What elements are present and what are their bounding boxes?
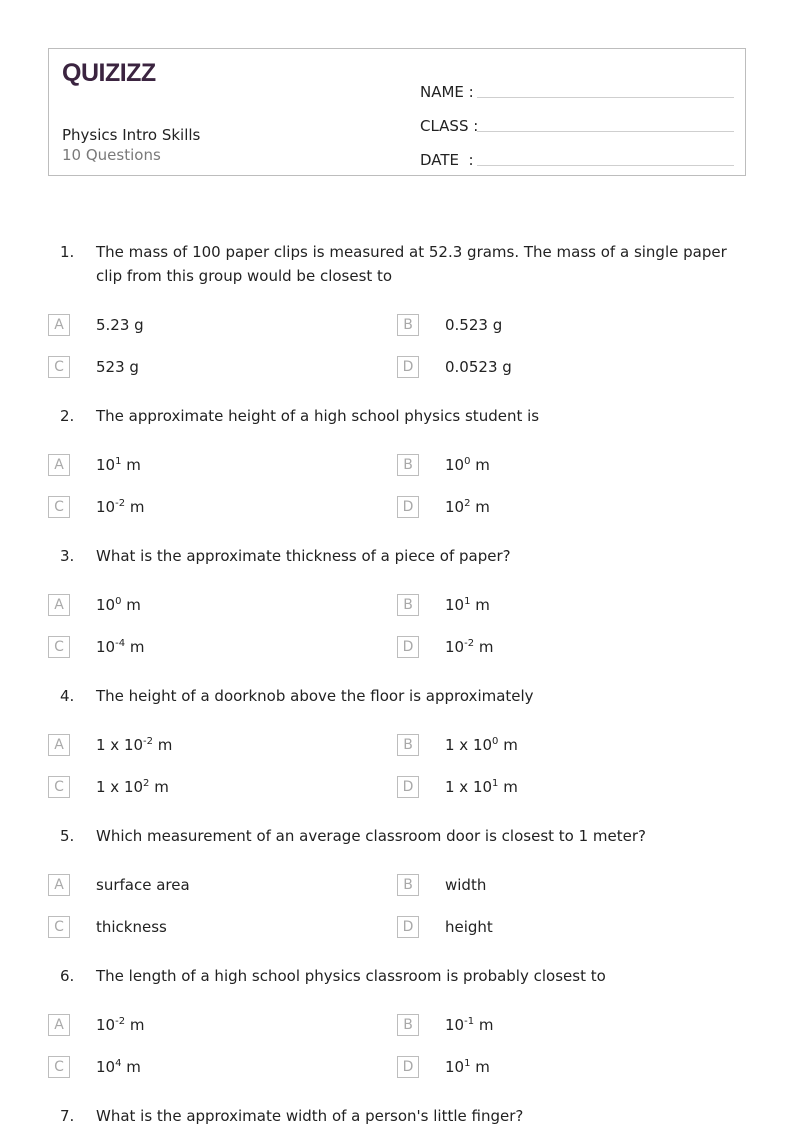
student-info-fields <box>420 67 734 169</box>
option-letter-box[interactable]: C <box>48 1056 70 1078</box>
class-input-line[interactable] <box>477 109 734 132</box>
option-unit: m <box>470 498 490 516</box>
option-letter-box[interactable]: B <box>397 1014 419 1036</box>
question-number: 5. <box>60 827 75 845</box>
class-label: CLASS : <box>420 117 479 135</box>
option-exponent: -2 <box>115 1016 126 1027</box>
answer-option-d[interactable] <box>397 635 493 659</box>
option-text <box>445 1016 493 1034</box>
answer-option-b[interactable] <box>397 593 490 617</box>
option-base: 10 <box>445 498 465 516</box>
option-text <box>96 638 144 656</box>
option-text <box>96 778 169 796</box>
date-label: DATE : <box>420 151 474 169</box>
option-base: 1 x 10 <box>445 736 493 754</box>
option-unit: m <box>153 736 173 754</box>
option-base: 1 x 10 <box>96 736 144 754</box>
option-letter-box[interactable]: D <box>397 356 419 378</box>
option-text <box>445 456 490 474</box>
option-text <box>445 1058 490 1076</box>
option-letter-box[interactable]: C <box>48 496 70 518</box>
option-unit: m <box>498 778 518 796</box>
option-exponent: -2 <box>143 736 154 747</box>
option-letter-box[interactable]: B <box>397 734 419 756</box>
option-exponent: -1 <box>464 1016 475 1027</box>
option-exponent: 2 <box>143 778 150 789</box>
option-text <box>96 498 144 516</box>
option-letter-box[interactable]: D <box>397 916 419 938</box>
option-unit: m <box>474 638 494 656</box>
answer-option-b[interactable] <box>397 313 502 337</box>
option-base: 1 x 10 <box>445 778 493 796</box>
option-letter-box[interactable]: A <box>48 454 70 476</box>
option-base: 10 <box>96 1016 116 1034</box>
option-letter-box[interactable]: A <box>48 1014 70 1036</box>
answer-option-a[interactable] <box>48 873 190 897</box>
question-count: 10 Questions <box>62 146 161 164</box>
option-text: 0.0523 g <box>445 358 512 376</box>
answer-option-c[interactable] <box>48 495 144 519</box>
answer-option-b[interactable] <box>397 873 486 897</box>
answer-option-a[interactable] <box>48 733 172 757</box>
answer-option-c[interactable] <box>48 635 144 659</box>
question-text: The length of a high school physics classroom is probably closest to <box>96 967 606 985</box>
answer-option-d[interactable] <box>397 495 490 519</box>
option-exponent: 4 <box>115 1058 122 1069</box>
option-exponent: 2 <box>464 498 471 509</box>
answer-option-c[interactable] <box>48 355 139 379</box>
question-number: 3. <box>60 547 75 565</box>
question-number: 6. <box>60 967 75 985</box>
option-exponent: -2 <box>464 638 475 649</box>
option-text: 523 g <box>96 358 139 376</box>
option-text <box>445 736 518 754</box>
option-base: 1 x 10 <box>96 778 144 796</box>
option-base: 10 <box>96 638 116 656</box>
option-text <box>445 778 518 796</box>
option-text: 0.523 g <box>445 316 503 334</box>
option-letter-box[interactable]: D <box>397 636 419 658</box>
option-text: width <box>445 876 487 894</box>
option-letter-box[interactable]: B <box>397 874 419 896</box>
question-text: The height of a doorknob above the floor is approximately <box>96 687 534 705</box>
option-unit: m <box>125 498 145 516</box>
option-text: height <box>445 918 493 936</box>
option-text <box>96 736 172 754</box>
option-text <box>96 1016 144 1034</box>
date-field[interactable] <box>420 135 734 169</box>
question-text: The mass of 100 paper clips is measured at 52.3 grams. The mass of a single paper clip from this group would be closest to <box>96 243 727 285</box>
option-letter-box[interactable]: D <box>397 496 419 518</box>
option-base: 10 <box>96 498 116 516</box>
option-text <box>445 596 490 614</box>
option-letter-box[interactable]: C <box>48 916 70 938</box>
option-base: 10 <box>445 638 465 656</box>
question-text: Which measurement of an average classroom door is closest to 1 meter? <box>96 827 646 845</box>
option-base: 10 <box>96 456 116 474</box>
question-text: The approximate height of a high school physics student is <box>96 407 540 425</box>
name-input-line[interactable] <box>477 75 734 98</box>
option-letter-box[interactable]: C <box>48 776 70 798</box>
option-letter-box[interactable]: A <box>48 874 70 896</box>
option-text <box>445 638 493 656</box>
option-letter-box[interactable]: A <box>48 314 70 336</box>
answer-option-c[interactable] <box>48 915 167 939</box>
option-base: 10 <box>96 1058 116 1076</box>
answer-option-a[interactable] <box>48 313 144 337</box>
option-letter-box[interactable]: C <box>48 636 70 658</box>
option-unit: m <box>498 736 518 754</box>
question-text: What is the approximate width of a person's little finger? <box>96 1107 524 1125</box>
class-field[interactable] <box>420 101 734 135</box>
option-letter-box[interactable]: B <box>397 314 419 336</box>
option-exponent: -4 <box>115 638 126 649</box>
name-field[interactable] <box>420 67 734 101</box>
option-text: 5.23 g <box>96 316 144 334</box>
option-text: surface area <box>96 876 190 894</box>
option-text <box>96 1058 141 1076</box>
option-unit: m <box>121 456 141 474</box>
option-exponent: 1 <box>464 1058 471 1069</box>
option-letter-box[interactable]: D <box>397 776 419 798</box>
option-exponent: 1 <box>115 456 122 467</box>
option-unit: m <box>470 596 490 614</box>
option-unit: m <box>125 1016 145 1034</box>
answer-option-b[interactable] <box>397 1013 493 1037</box>
option-base: 10 <box>445 1058 465 1076</box>
question-number: 4. <box>60 687 75 705</box>
option-unit: m <box>474 1016 494 1034</box>
option-text <box>96 596 141 614</box>
answer-option-c[interactable] <box>48 1055 141 1079</box>
option-unit: m <box>121 1058 141 1076</box>
option-unit: m <box>470 1058 490 1076</box>
question-text: What is the approximate thickness of a piece of paper? <box>96 547 511 565</box>
question-number: 2. <box>60 407 75 425</box>
option-text <box>96 456 141 474</box>
worksheet-title: Physics Intro Skills <box>62 126 201 144</box>
option-base: 10 <box>445 1016 465 1034</box>
answer-option-b[interactable] <box>397 733 518 757</box>
option-exponent: 1 <box>464 596 471 607</box>
worksheet-header <box>48 48 746 176</box>
option-letter-box[interactable]: B <box>397 594 419 616</box>
option-unit: m <box>125 638 145 656</box>
question-number: 7. <box>60 1107 75 1125</box>
option-exponent: -2 <box>115 498 126 509</box>
answer-option-b[interactable] <box>397 453 490 477</box>
option-base: 10 <box>445 456 465 474</box>
name-label: NAME : <box>420 83 474 101</box>
answer-option-c[interactable] <box>48 775 169 799</box>
answer-option-a[interactable] <box>48 593 141 617</box>
option-text <box>445 498 490 516</box>
option-exponent: 0 <box>464 456 471 467</box>
option-base: 10 <box>445 596 465 614</box>
quizizz-logo: QUIZIZZ <box>62 59 156 87</box>
option-letter-box[interactable]: C <box>48 356 70 378</box>
answer-option-a[interactable] <box>48 1013 144 1037</box>
question-number: 1. <box>60 243 75 261</box>
option-letter-box[interactable]: D <box>397 1056 419 1078</box>
option-unit: m <box>149 778 169 796</box>
option-letter-box[interactable]: A <box>48 734 70 756</box>
option-letter-box[interactable]: B <box>397 454 419 476</box>
answer-option-d[interactable] <box>397 915 493 939</box>
option-unit: m <box>470 456 490 474</box>
answer-option-a[interactable] <box>48 453 141 477</box>
option-exponent: 0 <box>115 596 122 607</box>
option-exponent: 1 <box>492 778 499 789</box>
option-letter-box[interactable]: A <box>48 594 70 616</box>
option-text: thickness <box>96 918 167 936</box>
answer-option-d[interactable] <box>397 775 518 799</box>
answer-option-d[interactable] <box>397 1055 490 1079</box>
answer-option-d[interactable] <box>397 355 512 379</box>
option-exponent: 0 <box>492 736 499 747</box>
option-unit: m <box>121 596 141 614</box>
option-base: 10 <box>96 596 116 614</box>
date-input-line[interactable] <box>477 143 734 166</box>
